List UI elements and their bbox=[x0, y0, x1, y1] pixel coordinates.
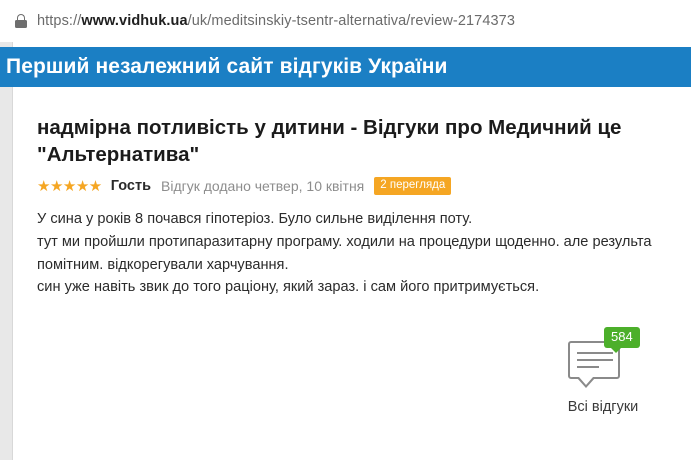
site-banner bbox=[0, 47, 691, 87]
review-body bbox=[37, 208, 691, 299]
review-body-line: тут ми пройшли протипаразитарну програму. ходили на процедури щоденно. але результа bbox=[37, 233, 652, 250]
page-title-line-1: надмірна потливість у дитини - Відгуки про Медичний це bbox=[37, 116, 622, 139]
browser-url-bar[interactable] bbox=[0, 0, 691, 42]
all-reviews-widget[interactable] bbox=[543, 327, 663, 415]
all-reviews-label[interactable]: Всі відгуки bbox=[567, 399, 639, 415]
review-body-line: син уже навіть звик до того раціону, який зараз. і сам його притримується. bbox=[37, 279, 540, 296]
url-prefix: https:// bbox=[37, 12, 82, 29]
lock-icon bbox=[14, 13, 28, 29]
review-date: Відгук додано четвер, 10 квітня bbox=[161, 178, 365, 195]
speech-bubble-icon[interactable] bbox=[568, 327, 638, 385]
review-page-content bbox=[13, 87, 691, 460]
reviews-count-badge: 584 bbox=[604, 327, 640, 348]
review-body-line: помітним. відкорегували харчування. bbox=[37, 256, 289, 273]
url-text[interactable] bbox=[37, 13, 515, 29]
star-rating: ★★★★★ bbox=[37, 178, 102, 196]
url-host: www.vidhuk.ua bbox=[81, 12, 188, 29]
review-author: Гость bbox=[110, 178, 151, 195]
page-left-margin bbox=[0, 42, 13, 460]
views-badge: 2 перегляда bbox=[374, 177, 451, 195]
site-banner-title: Перший незалежний сайт відгуків України bbox=[6, 55, 448, 78]
url-path: /uk/meditsinskiy-tsentr-alternativa/review-2174373 bbox=[187, 12, 516, 29]
review-meta bbox=[37, 177, 691, 195]
review-body-line: У сина у років 8 почався гіпотеріоз. Було сильне виділення поту. bbox=[37, 211, 473, 228]
page-title-line-2: "Альтернатива" bbox=[37, 143, 200, 167]
page-title bbox=[37, 114, 691, 168]
